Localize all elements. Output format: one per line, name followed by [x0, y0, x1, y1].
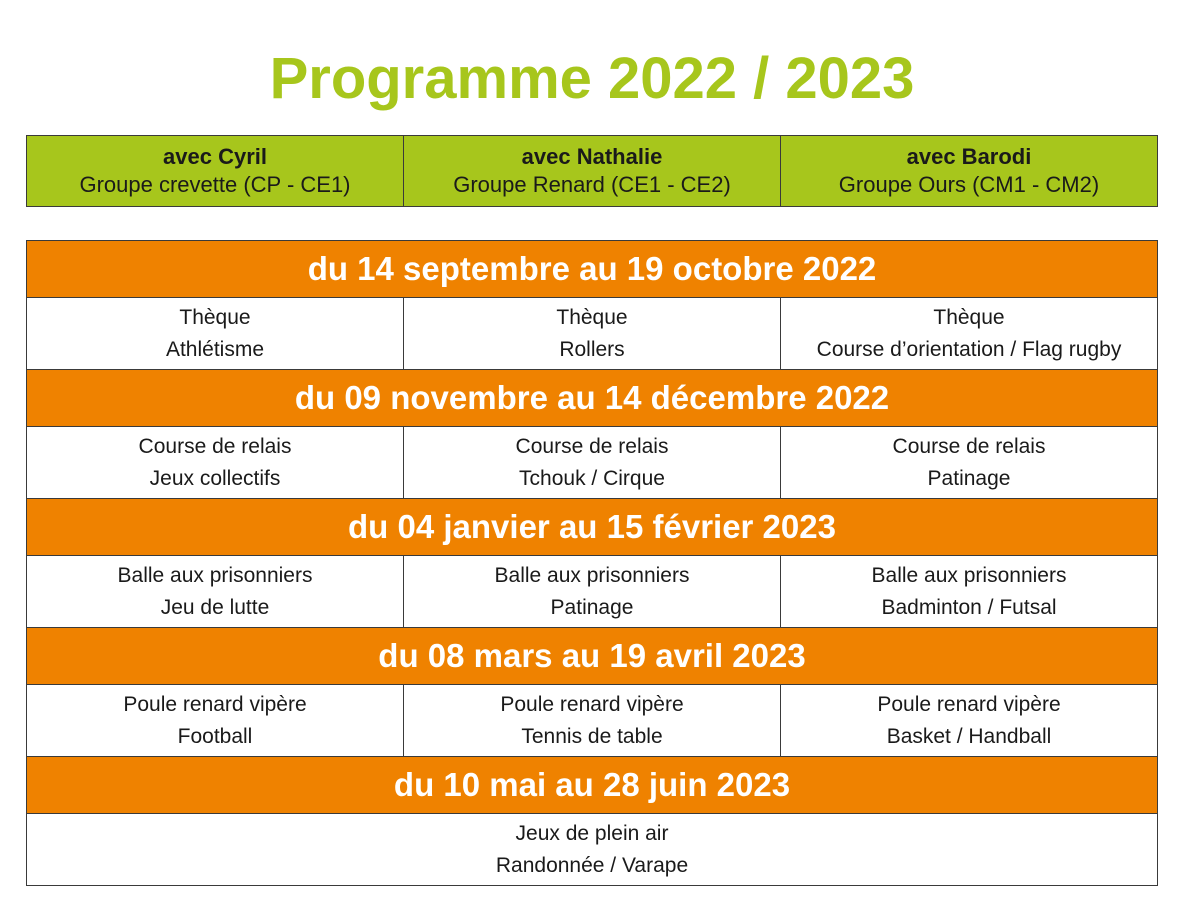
period-row: [27, 241, 1158, 298]
activity-line: Rollers: [559, 337, 625, 361]
activity-line: Poule renard vipère: [877, 692, 1061, 716]
activity-line: Tchouk / Cirque: [519, 466, 665, 490]
teacher-name: avec Barodi: [906, 144, 1032, 169]
program-table: [26, 240, 1158, 886]
activity-line: Patinage: [927, 466, 1011, 490]
period-label: du 08 mars au 19 avril 2023: [27, 628, 1158, 685]
groups-header-table: [26, 135, 1158, 207]
activity-line: Badminton / Futsal: [881, 595, 1057, 619]
activity-cell: [404, 556, 781, 628]
period-row: [27, 370, 1158, 427]
period-row: [27, 499, 1158, 556]
activity-line: Balle aux prisonniers: [117, 563, 313, 587]
activity-line: Thèque: [556, 305, 628, 329]
page-title: Programme 2022 / 2023: [269, 46, 915, 111]
activity-line: Patinage: [550, 595, 634, 619]
period-label: du 10 mai au 28 juin 2023: [27, 757, 1158, 814]
period-label: du 09 novembre au 14 décembre 2022: [27, 370, 1158, 427]
activity-line: Thèque: [179, 305, 251, 329]
group-cell-cyril: [27, 136, 404, 207]
shared-activity-cell: [27, 814, 1158, 886]
activity-cell: [27, 556, 404, 628]
group-name: Groupe Renard (CE1 - CE2): [453, 172, 731, 197]
activity-line: Randonnée / Varape: [495, 853, 689, 877]
group-cell-nathalie: [404, 136, 781, 207]
activity-line: Balle aux prisonniers: [871, 563, 1067, 587]
activity-cell: [781, 685, 1158, 757]
activity-line: Poule renard vipère: [500, 692, 684, 716]
activity-line: Athlétisme: [165, 337, 265, 361]
activity-line: Course de relais: [515, 434, 669, 458]
activity-line: Tennis de table: [521, 724, 663, 748]
groups-header-row: [27, 136, 1158, 207]
period-label: du 04 janvier au 15 février 2023: [27, 499, 1158, 556]
activity-cell: [404, 427, 781, 499]
activity-line: Poule renard vipère: [123, 692, 307, 716]
activity-line: Balle aux prisonniers: [494, 563, 690, 587]
activities-row: [27, 427, 1158, 499]
activity-cell: [781, 427, 1158, 499]
group-name: Groupe crevette (CP - CE1): [79, 172, 351, 197]
period-label: du 14 septembre au 19 octobre 2022: [27, 241, 1158, 298]
activity-cell: [404, 685, 781, 757]
teacher-name: avec Cyril: [163, 144, 267, 169]
activities-row: [27, 814, 1158, 886]
activity-cell: [27, 427, 404, 499]
activity-line: Course de relais: [892, 434, 1046, 458]
activity-line: Football: [177, 724, 253, 748]
activity-cell: [404, 298, 781, 370]
activity-line: Jeux collectifs: [149, 466, 281, 490]
teacher-name: avec Nathalie: [521, 144, 663, 169]
activity-line: Course de relais: [138, 434, 292, 458]
group-cell-barodi: [781, 136, 1158, 207]
activity-line: Basket / Handball: [886, 724, 1052, 748]
activity-line: Jeux de plein air: [515, 821, 669, 845]
activity-cell: [27, 298, 404, 370]
activity-cell: [27, 685, 404, 757]
activity-line: Course d’orientation / Flag rugby: [816, 337, 1122, 361]
activity-cell: [781, 298, 1158, 370]
activities-row: [27, 298, 1158, 370]
activities-row: [27, 556, 1158, 628]
activity-line: Thèque: [933, 305, 1005, 329]
activities-row: [27, 685, 1158, 757]
period-row: [27, 628, 1158, 685]
period-row: [27, 757, 1158, 814]
group-name: Groupe Ours (CM1 - CM2): [838, 172, 1100, 197]
activity-cell: [781, 556, 1158, 628]
activity-line: Jeu de lutte: [160, 595, 270, 619]
